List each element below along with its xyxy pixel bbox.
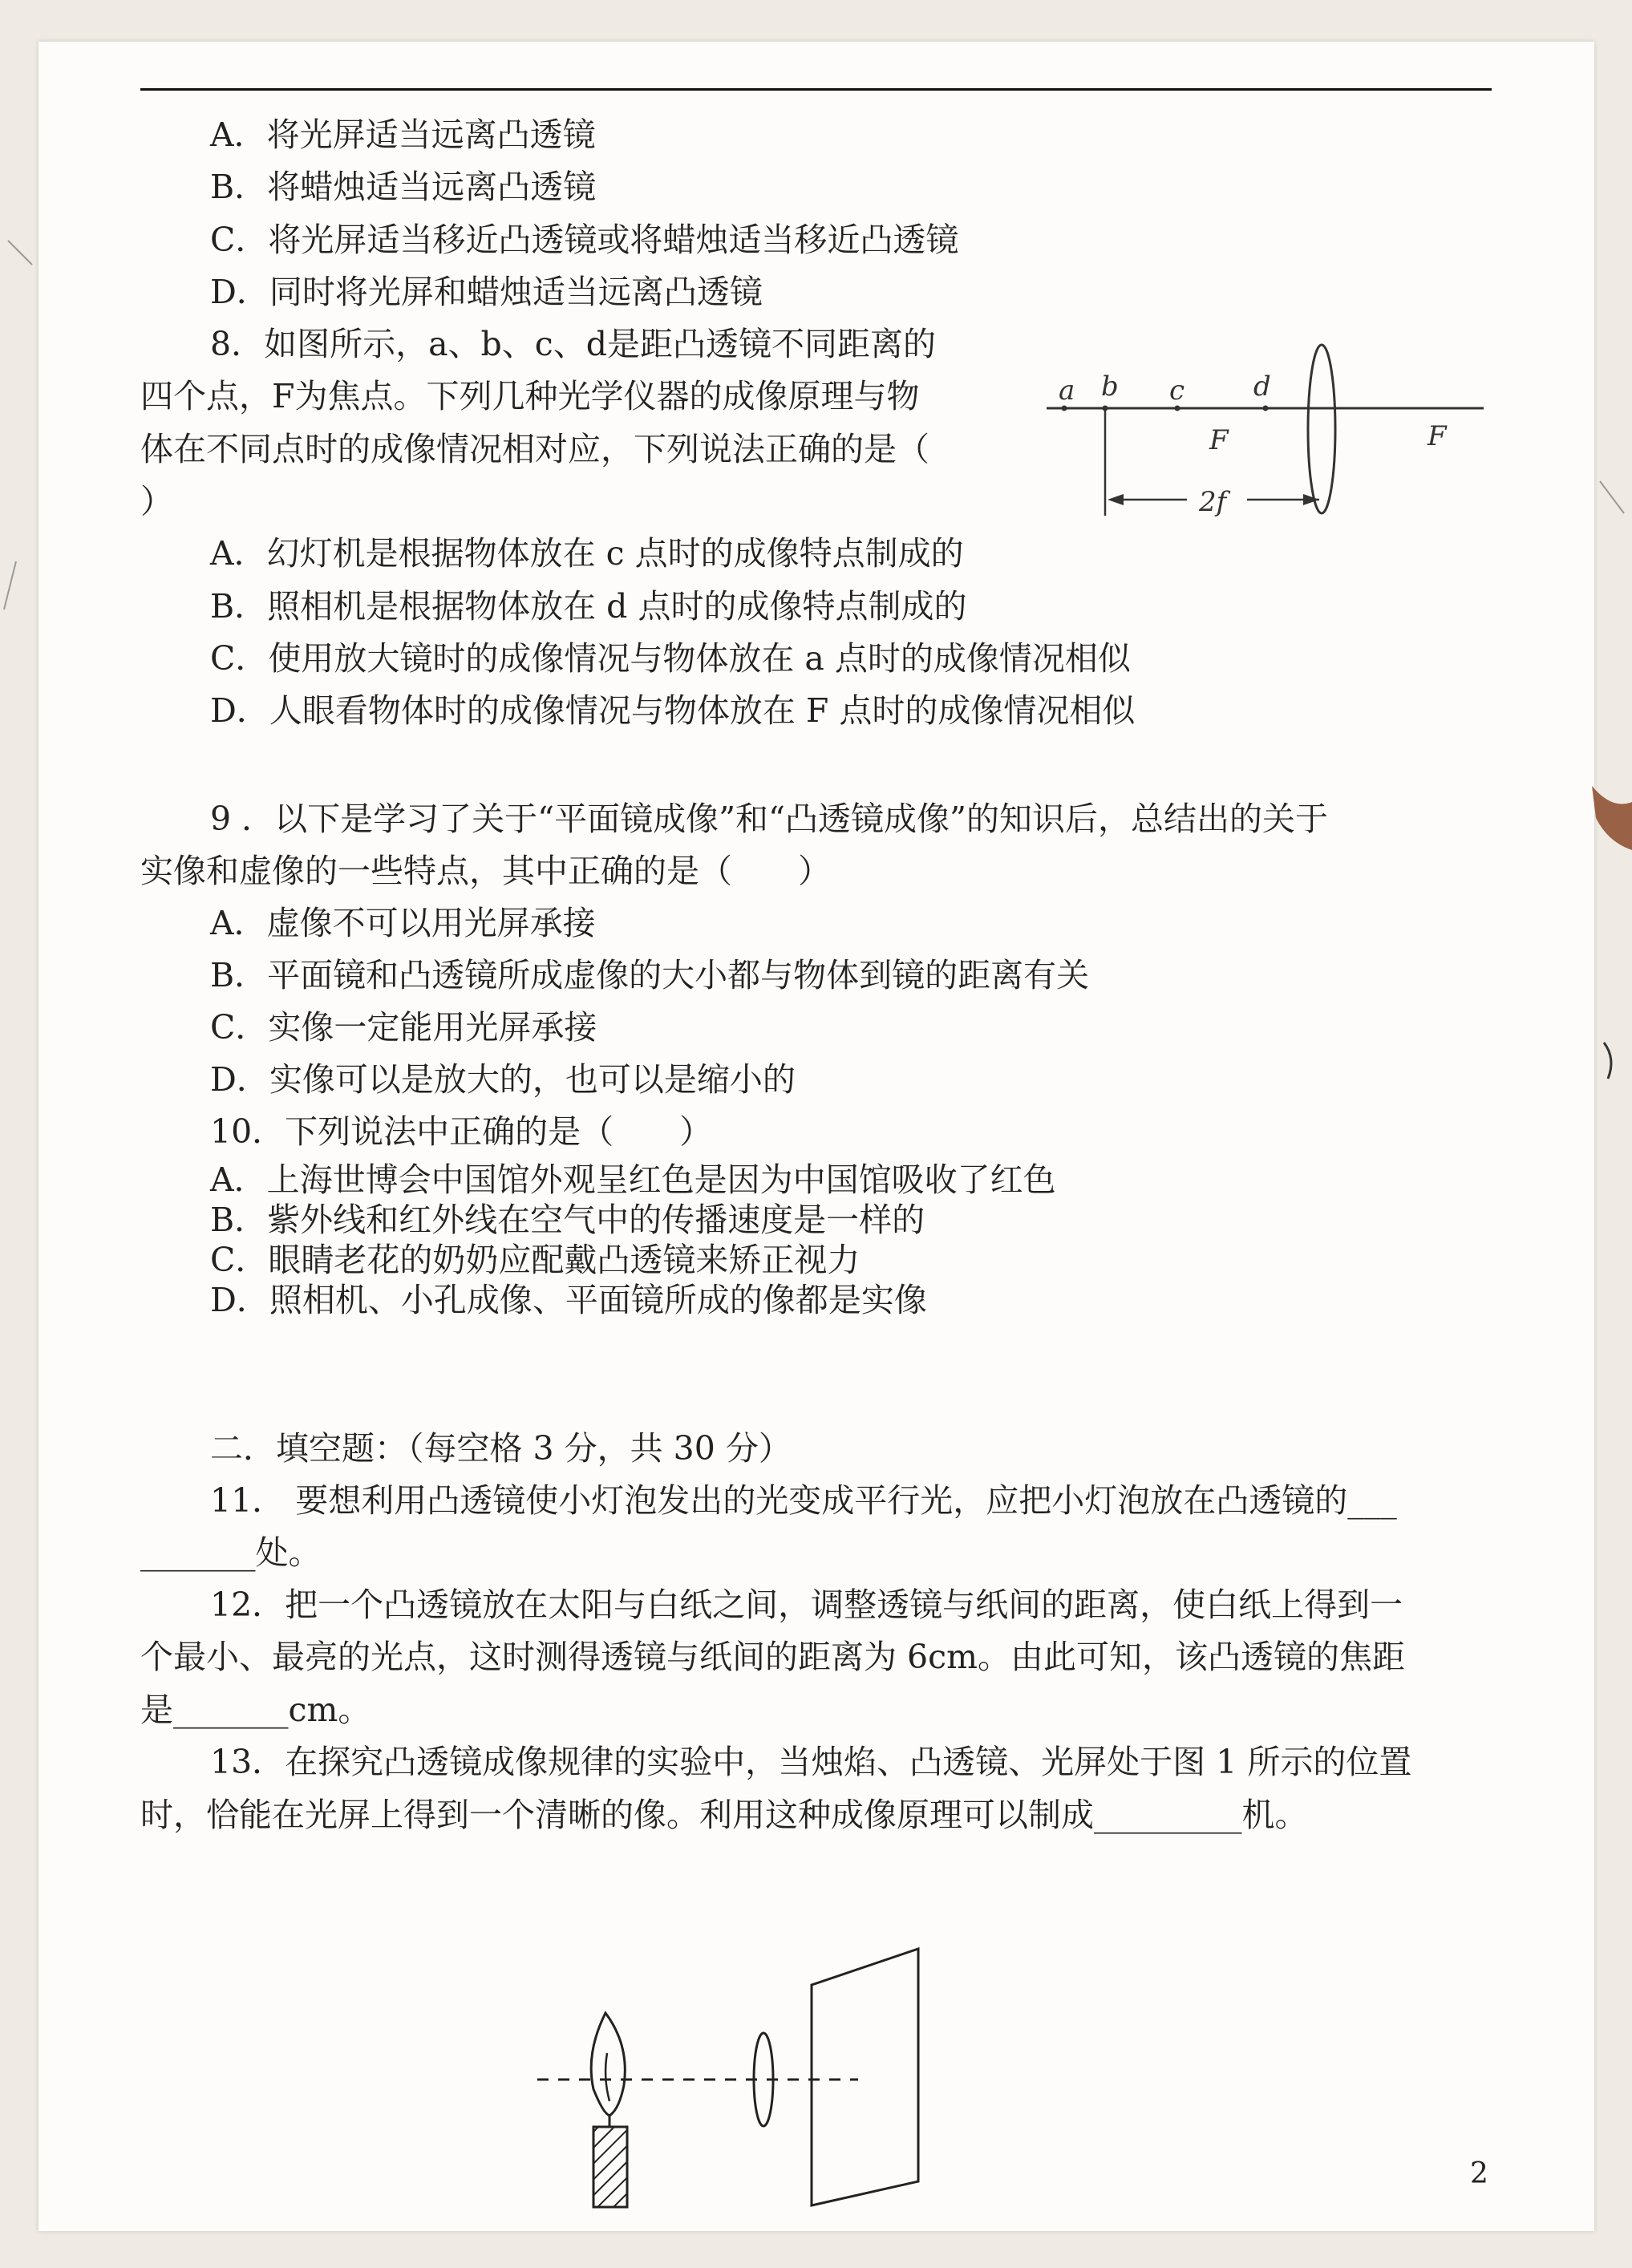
q12-line-2: 个最小、最亮的光点，这时测得透镜与纸间的距离为 6cm。由此可知，该凸透镜的焦距: [140, 1638, 1405, 1676]
section-2-heading: 二．填空题：（每空格 3 分，共 30 分）: [210, 1429, 792, 1468]
q9-option-a: A．虚像不可以用光屏承接: [210, 904, 596, 942]
q8-focus-label-left: F: [1209, 424, 1229, 456]
q10-option-c: C．眼睛老花的奶奶应配戴凸透镜来矫正视力: [210, 1241, 861, 1279]
q8-stem-line-1: 8．如图所示，a、b、c、d是距凸透镜不同距离的: [210, 325, 936, 363]
q10-option-a: A．上海世博会中国馆外观呈红色是因为中国馆吸收了红色: [210, 1160, 1056, 1199]
q9-option-d: D．实像可以是放大的，也可以是缩小的: [210, 1060, 796, 1099]
q8-point-b-label: b: [1101, 371, 1119, 403]
q11-line-1: 11． 要想利用凸透镜使小灯泡发出的光变成平行光，应把小灯泡放在凸透镜的___: [210, 1481, 1397, 1520]
q8-point-a-label: a: [1059, 375, 1075, 407]
q12-line-3: 是_______cm。: [140, 1691, 371, 1729]
q8-focus-label-right: F: [1427, 420, 1447, 452]
header-rule: [140, 88, 1492, 91]
q10-stem: 10．下列说法中正确的是（ ）: [210, 1112, 713, 1151]
q9-option-b: B．平面镜和凸透镜所成虚像的大小都与物体到镜的距离有关: [210, 956, 1090, 994]
q10-option-d: D．照相机、小孔成像、平面镜所成的像都是实像: [210, 1281, 927, 1319]
light-screen: [812, 1949, 918, 2205]
q9-stem-line-1: 9 ．以下是学习了关于“平面镜成像”和“凸透镜成像”的知识后，总结出的关于: [210, 800, 1328, 838]
q8-option-b: B．照相机是根据物体放在 d 点时的成像特点制成的: [210, 587, 967, 626]
q9-stem-line-2: 实像和虚像的一些特点，其中正确的是（ ）: [140, 852, 831, 890]
q8-2f-label: 2f: [1199, 486, 1227, 517]
q8-option-c: C．使用放大镜时的成像情况与物体放在 a 点时的成像情况相似: [210, 639, 1131, 678]
q9-option-c: C．实像一定能用光屏承接: [210, 1008, 597, 1047]
q8-stem-line-2: 四个点，F为焦点。下列几种光学仪器的成像原理与物: [140, 377, 920, 415]
q8-point-d-label: d: [1253, 371, 1271, 403]
q7-option-c: C．将光屏适当移近凸透镜或将蜡烛适当移近凸透镜: [210, 221, 959, 259]
q8-stem-line-3: 体在不同点时的成像情况相对应，下列说法正确的是（: [140, 430, 929, 468]
q8-stem-line-4: ）: [140, 482, 173, 520]
candle-flame: [591, 2013, 625, 2116]
q8-convex-lens: [1308, 345, 1335, 513]
q8-lens-diagram: [1047, 341, 1488, 517]
q8-option-d: D．人眼看物体时的成像情况与物体放在 F 点时的成像情况相似: [210, 691, 1136, 730]
q11-line-2: _______处。: [140, 1533, 322, 1572]
candle-body: [593, 2127, 627, 2207]
figure-1-optics-setup: [529, 1941, 946, 2213]
q8-option-a: A．幻灯机是根据物体放在 c 点时的成像特点制成的: [210, 534, 964, 573]
q7-option-d: D．同时将光屏和蜡烛适当远离凸透镜: [210, 273, 763, 311]
q12-line-1: 12．把一个凸透镜放在太阳与白纸之间，调整透镜与纸间的距离，使白纸上得到一: [210, 1586, 1403, 1624]
q13-line-1: 13．在探究凸透镜成像规律的实验中，当烛焰、凸透镜、光屏处于图 1 所示的位置: [210, 1743, 1412, 1781]
q7-option-a: A．将光屏适当远离凸透镜: [210, 115, 596, 154]
page-number: 2: [1470, 2157, 1488, 2190]
q8-point-c-label: c: [1169, 375, 1185, 407]
q10-option-b: B．紫外线和红外线在空气中的传播速度是一样的: [210, 1201, 925, 1239]
q7-option-b: B．将蜡烛适当远离凸透镜: [210, 168, 597, 206]
q13-line-2: 时，恰能在光屏上得到一个清晰的像。利用这种成像原理可以制成_________机。: [140, 1796, 1308, 1834]
